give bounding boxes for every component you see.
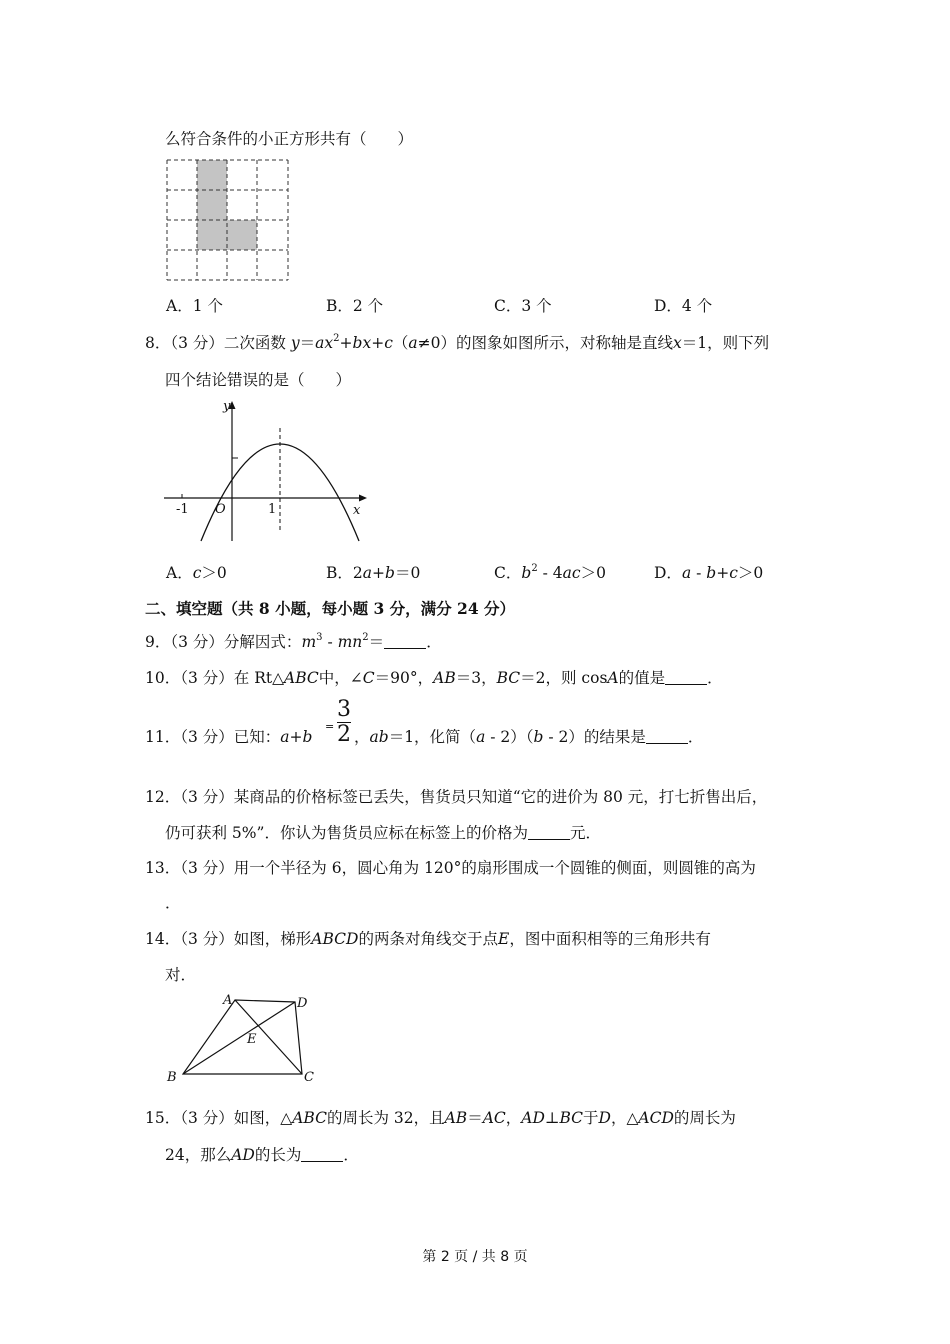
q9: 9．（3 分）分解因式：$m^3 - mn^2=$ ． bbox=[145, 632, 442, 651]
q7-option-b: B．2 个 bbox=[326, 297, 384, 315]
point-d-label: D bbox=[297, 996, 308, 1011]
q8-stem: 8．（3 分）二次函数 $y=ax^2+bx+c(a\ne 0)$的图象如图所示，对称轴是直线x＝1，则下列 bbox=[145, 333, 770, 352]
q13-line1: 13．（3 分）用一个半径为 6，圆心角为 120°的扇形围成一个圆锥的侧面，则圆锥的高为 bbox=[145, 859, 756, 877]
q7-option-c: C．3 个 bbox=[494, 297, 552, 315]
origin-label: O bbox=[215, 502, 226, 517]
q8-option-d: D．a - b+c＞0 bbox=[654, 564, 764, 582]
q10: 10．（3 分）在 Rt△ABC中，∠C＝90°，AB＝3，BC＝2，则 cosA的值是 ． bbox=[145, 669, 723, 687]
q7-option-a: A．1 个 bbox=[166, 297, 223, 315]
q14-line1: 14．（3 分）如图，梯形ABCD的两条对角线交于点E，图中面积相等的三角形共有 bbox=[145, 930, 711, 948]
q11-a: 11．（3 分）已知：a+b bbox=[145, 728, 313, 746]
neg-one-tick-label: -1 bbox=[176, 502, 189, 517]
q12-line1: 12．（3 分）某商品的价格标签已丢失，售货员只知道“它的进价为 80 元，打七折售出后， bbox=[145, 788, 768, 806]
q8-stem-line2: 四个结论错误的是（ ） bbox=[165, 371, 352, 389]
section-2-title: 二、填空题（共 8 小题，每小题 3 分，满分 24 分） bbox=[145, 599, 516, 618]
q7-grid-figure bbox=[166, 158, 292, 282]
q14-trapezoid-figure bbox=[160, 990, 330, 1088]
q11-equals: = bbox=[325, 720, 335, 733]
q13-line2: ． bbox=[165, 894, 181, 912]
page-footer: 第 2 页 / 共 8 页 bbox=[422, 1249, 528, 1265]
y-axis-label: y bbox=[223, 399, 231, 414]
q8-option-c: C．$b^2 - 4ac>0$ bbox=[494, 563, 606, 582]
q11-fraction: 3 2 bbox=[337, 697, 351, 747]
q15-line2: 24，那么AD的长为 ． bbox=[165, 1146, 359, 1164]
q7-question-tail: 么符合条件的小正方形共有（ ） bbox=[165, 130, 414, 148]
x-axis-label: x bbox=[353, 503, 361, 518]
q7-option-d: D．4 个 bbox=[654, 297, 713, 315]
point-b-label: B bbox=[167, 1070, 177, 1085]
q8-option-a: A．c＞0 bbox=[166, 564, 227, 582]
q15-line1: 15．（3 分）如图，△ABC的周长为 32，且AB＝AC，AD⊥BC于D，△ACD的周长为 bbox=[145, 1109, 736, 1127]
q11-b: ，ab＝1，化简（a - 2）（b - 2）的结果是 ． bbox=[354, 728, 704, 746]
point-c-label: C bbox=[304, 1070, 314, 1085]
q8-option-b: B．2a+b＝0 bbox=[326, 564, 421, 582]
one-tick-label: 1 bbox=[268, 502, 277, 517]
point-a-label: A bbox=[223, 993, 233, 1008]
q8-parabola-graph bbox=[160, 396, 375, 546]
q14-line2: 对． bbox=[165, 966, 197, 984]
q12-line2: 仍可获利 5%”．你认为售货员应标在标签上的价格为 元． bbox=[165, 824, 601, 842]
point-e-label: E bbox=[247, 1032, 257, 1047]
